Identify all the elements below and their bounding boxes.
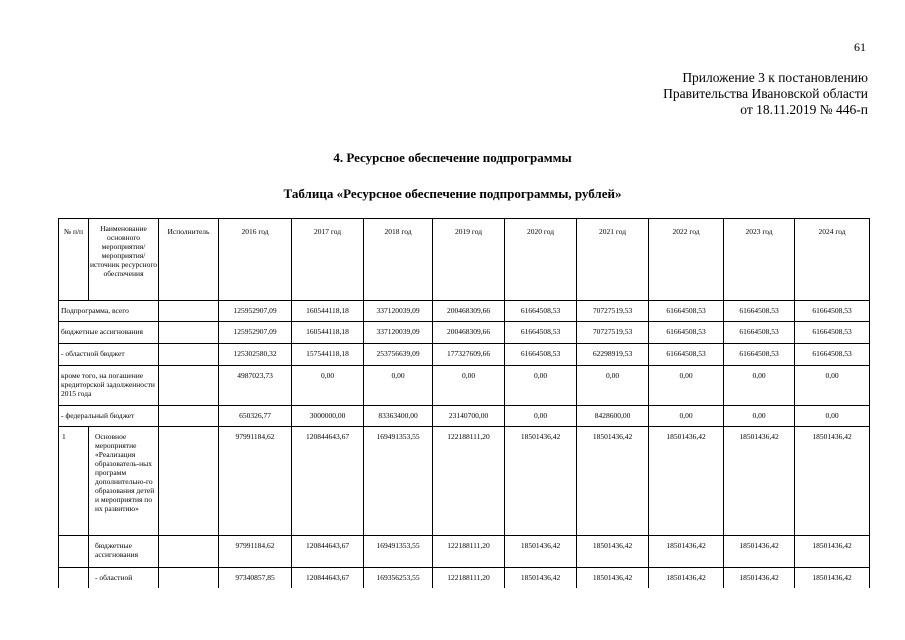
page-number: 61 — [854, 40, 866, 54]
value-cell: 125952907,09 — [219, 301, 292, 322]
table-row — [59, 344, 870, 366]
value-cell: 18501436,42 — [795, 427, 870, 536]
item-number — [59, 568, 89, 588]
table-title: Таблица «Ресурсное обеспечение подпрограммы, рублей» — [283, 186, 622, 201]
value-cell: 0,00 — [649, 366, 724, 406]
header-year: 2022 год — [649, 219, 724, 301]
value-cell: 169491353,55 — [364, 536, 433, 568]
value-cell: 61664508,53 — [505, 344, 577, 366]
value-cell: 157544118,18 — [292, 344, 364, 366]
value-cell: 0,00 — [433, 366, 505, 406]
value-cell: 97991184,62 — [219, 536, 292, 568]
value-cell: 70727519,53 — [577, 322, 649, 344]
value-cell: 61664508,53 — [795, 301, 870, 322]
resource-table — [58, 218, 870, 588]
item-name: бюджетные ассигнования — [89, 536, 159, 568]
value-cell: 61664508,53 — [795, 344, 870, 366]
executor-cell — [159, 322, 219, 344]
value-cell: 650326,77 — [219, 406, 292, 427]
value-cell: 0,00 — [505, 366, 577, 406]
header-year: 2019 год — [433, 219, 505, 301]
header-executor: Исполнитель — [159, 219, 219, 301]
item-name: Основное мероприятие «Реализация образователь-ных программ дополнительно-го образования детей и мероприятия по их развитию» — [89, 427, 159, 536]
value-cell: 62298919,53 — [577, 344, 649, 366]
executor-cell — [159, 568, 219, 588]
table-row — [59, 536, 870, 568]
value-cell: 18501436,42 — [577, 568, 649, 588]
value-cell: 23140700,00 — [433, 406, 505, 427]
appendix-line-1: Приложение 3 к постановлению — [682, 70, 868, 85]
value-cell: 120844643,67 — [292, 536, 364, 568]
value-cell: 0,00 — [724, 366, 795, 406]
value-cell: 0,00 — [795, 366, 870, 406]
value-cell: 18501436,42 — [505, 568, 577, 588]
value-cell: 61664508,53 — [724, 301, 795, 322]
executor-cell — [159, 536, 219, 568]
value-cell: 169356253,55 — [364, 568, 433, 588]
value-cell: 125952907,09 — [219, 322, 292, 344]
value-cell: 0,00 — [795, 406, 870, 427]
value-cell: 0,00 — [724, 406, 795, 427]
value-cell: 18501436,42 — [724, 536, 795, 568]
value-cell: 70727519,53 — [577, 301, 649, 322]
item-name: - областной — [89, 568, 159, 588]
row-label: Подпрограмма, всего — [59, 301, 159, 322]
value-cell: 18501436,42 — [505, 427, 577, 536]
value-cell: 177327609,66 — [433, 344, 505, 366]
value-cell: 0,00 — [292, 366, 364, 406]
value-cell: 160544118,18 — [292, 322, 364, 344]
header-year: 2017 год — [292, 219, 364, 301]
executor-cell — [159, 366, 219, 406]
value-cell: 0,00 — [364, 366, 433, 406]
value-cell: 18501436,42 — [795, 568, 870, 588]
header-name: Наименование основного мероприятия/ мероприятия/ источник ресурсного обеспечения — [89, 219, 159, 301]
table-row — [59, 568, 870, 588]
section-title: 4. Ресурсное обеспечение подпрограммы — [333, 150, 572, 165]
header-no: № п/п — [59, 219, 89, 301]
executor-cell — [159, 427, 219, 536]
value-cell: 120844643,67 — [292, 427, 364, 536]
table-row — [59, 366, 870, 406]
value-cell: 337120039,09 — [364, 301, 433, 322]
appendix-line-3: от 18.11.2019 № 446-п — [740, 102, 868, 117]
value-cell: 18501436,42 — [649, 427, 724, 536]
value-cell: 61664508,53 — [505, 301, 577, 322]
value-cell: 18501436,42 — [505, 536, 577, 568]
value-cell: 18501436,42 — [649, 536, 724, 568]
value-cell: 125302580,32 — [219, 344, 292, 366]
value-cell: 122188111,20 — [433, 427, 505, 536]
value-cell: 122188111,20 — [433, 568, 505, 588]
table-row — [59, 427, 870, 536]
value-cell: 337120039,09 — [364, 322, 433, 344]
value-cell: 169491353,55 — [364, 427, 433, 536]
value-cell: 0,00 — [505, 406, 577, 427]
appendix-note — [663, 70, 868, 118]
value-cell: 61664508,53 — [649, 344, 724, 366]
value-cell: 18501436,42 — [724, 568, 795, 588]
row-label: - федеральный бюджет — [59, 406, 159, 427]
executor-cell — [159, 301, 219, 322]
table-row — [59, 322, 870, 344]
value-cell: 120844643,67 — [292, 568, 364, 588]
row-label: - областной бюджет — [59, 344, 159, 366]
value-cell: 97340857,85 — [219, 568, 292, 588]
value-cell: 18501436,42 — [795, 536, 870, 568]
value-cell: 61664508,53 — [724, 322, 795, 344]
value-cell: 61664508,53 — [795, 322, 870, 344]
row-label: кроме того, на погашение кредиторской задолженности 2015 года — [59, 366, 159, 406]
value-cell: 18501436,42 — [649, 568, 724, 588]
value-cell: 83363400,00 — [364, 406, 433, 427]
value-cell: 200468309,66 — [433, 301, 505, 322]
value-cell: 4987023,73 — [219, 366, 292, 406]
value-cell: 18501436,42 — [577, 536, 649, 568]
header-year: 2020 год — [505, 219, 577, 301]
value-cell: 0,00 — [577, 366, 649, 406]
header-row — [59, 219, 870, 301]
value-cell: 61664508,53 — [649, 301, 724, 322]
header-year: 2024 год — [795, 219, 870, 301]
item-number — [59, 536, 89, 568]
header-year: 2023 год — [724, 219, 795, 301]
row-label: бюджетные ассигнования — [59, 322, 159, 344]
value-cell: 122188111,20 — [433, 536, 505, 568]
value-cell: 160544118,18 — [292, 301, 364, 322]
value-cell: 253756639,09 — [364, 344, 433, 366]
value-cell: 61664508,53 — [649, 322, 724, 344]
header-year: 2016 год — [219, 219, 292, 301]
value-cell: 61664508,53 — [505, 322, 577, 344]
value-cell: 3000000,00 — [292, 406, 364, 427]
table-row — [59, 301, 870, 322]
executor-cell — [159, 344, 219, 366]
value-cell: 8428600,00 — [577, 406, 649, 427]
header-year: 2021 год — [577, 219, 649, 301]
executor-cell — [159, 406, 219, 427]
value-cell: 18501436,42 — [577, 427, 649, 536]
value-cell: 97991184,62 — [219, 427, 292, 536]
table-row — [59, 406, 870, 427]
value-cell: 0,00 — [649, 406, 724, 427]
header-year: 2018 год — [364, 219, 433, 301]
value-cell: 61664508,53 — [724, 344, 795, 366]
value-cell: 200468309,66 — [433, 322, 505, 344]
item-number: 1 — [59, 427, 89, 536]
appendix-line-2: Правительства Ивановской области — [663, 86, 868, 101]
value-cell: 18501436,42 — [724, 427, 795, 536]
